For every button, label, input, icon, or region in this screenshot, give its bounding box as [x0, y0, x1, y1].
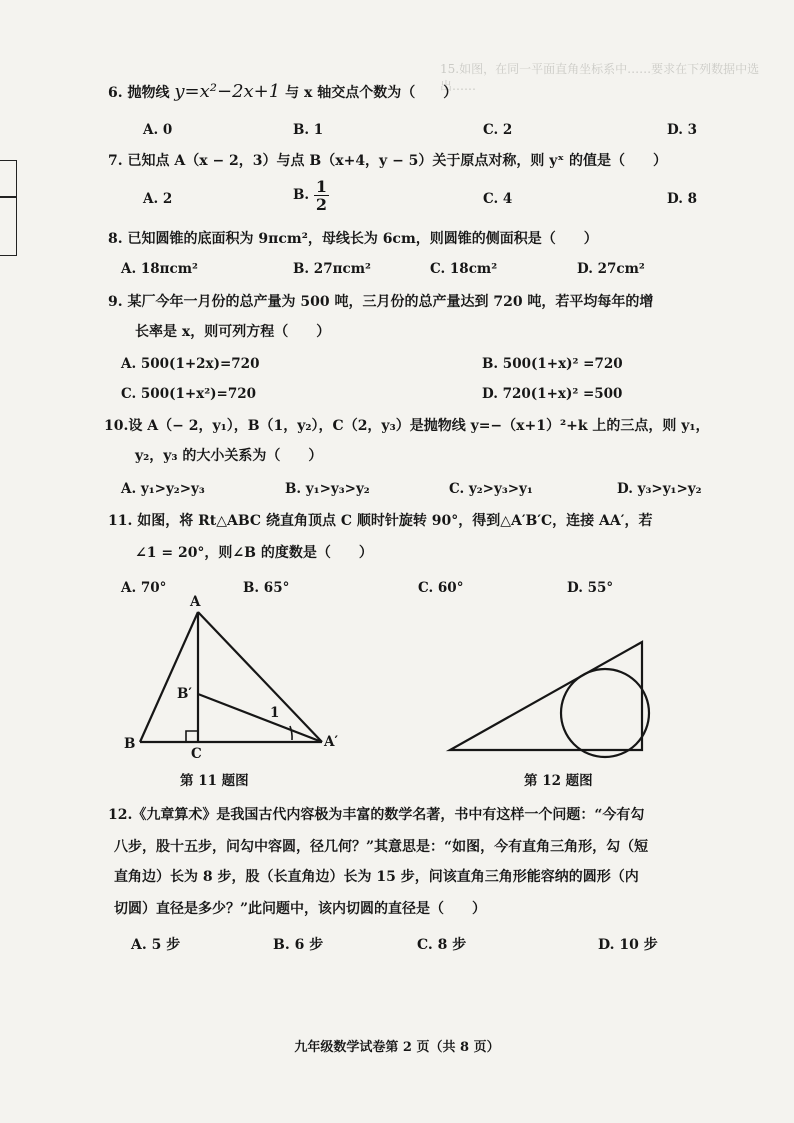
right-triangle — [450, 642, 642, 750]
q6-option-c: C. 2 — [483, 122, 513, 138]
faint-header-text: 15.如图，在同一平面直角坐标系中……要求在下列数据中选出…… — [440, 62, 760, 93]
right-angle-mark — [186, 731, 198, 742]
question-12-line-3: 直角边）长为 8 步，股（长直角边）长为 15 步，问该直角三角形能容纳的圆形（内 — [114, 869, 639, 885]
question-11-line-2: ∠1 = 20°，则∠B 的度数是（ ） — [135, 545, 373, 561]
q11-option-c: C. 60° — [418, 580, 464, 596]
q9-option-b: B. 500(1+x)² =720 — [482, 356, 623, 372]
q12-option-d: D. 10 步 — [598, 937, 658, 953]
q11-option-d: D. 55° — [567, 580, 614, 596]
q11-option-b: B. 65° — [243, 580, 290, 596]
figure-12-caption: 第 12 题图 — [524, 773, 593, 789]
q8-option-b: B. 27πcm² — [293, 261, 371, 277]
question-9-line-2: 长率是 x，则可列方程（ ） — [135, 324, 331, 340]
q9-option-c: C. 500(1+x²)=720 — [121, 386, 257, 402]
page-footer: 九年级数学试卷第 2 页（共 8 页） — [294, 1040, 500, 1055]
q6-formula: y=x²−2x+1 — [174, 81, 281, 102]
q11-option-a: A. 70° — [121, 580, 167, 596]
q8-option-a: A. 18πcm² — [121, 261, 198, 277]
label-A: A — [190, 594, 201, 610]
segment-AA-prime — [198, 612, 322, 742]
label-C: C — [191, 746, 202, 762]
q6-option-b: B. 1 — [293, 122, 324, 138]
label-A-prime: A′ — [324, 734, 339, 750]
question-10-line-2: y₂，y₃ 的大小关系为（ ） — [135, 448, 323, 464]
angle-1-arc — [290, 726, 292, 740]
q10-option-a: A. y₁>y₂>y₃ — [121, 481, 205, 497]
segment-AB — [140, 612, 198, 742]
segment-B-prime-A-prime — [198, 694, 322, 742]
q6-post: 与 x 轴交点个数为（ ） — [285, 85, 458, 101]
q9-option-d: D. 720(1+x)² =500 — [482, 386, 623, 402]
q6-number: 6. — [108, 85, 123, 101]
q12-option-a: A. 5 步 — [131, 937, 181, 953]
q7-option-c: C. 4 — [483, 191, 513, 207]
inscribed-circle — [561, 669, 649, 757]
fraction-numerator: 1 — [315, 177, 327, 196]
q9-option-a: A. 500(1+2x)=720 — [121, 356, 260, 372]
question-9-line-1: 9. 某厂今年一月份的总产量为 500 吨，三月份的总产量达到 720 吨，若平均每年的增 — [108, 294, 654, 310]
label-B: B — [124, 736, 136, 752]
label-B-prime: B′ — [177, 686, 192, 702]
fraction-denominator: 2 — [315, 195, 327, 214]
question-12-line-2: 八步，股十五步，问勾中容圆，径几何？”其意思是：“如图，今有直角三角形，勾（短 — [114, 839, 649, 855]
question-10-line-1: 10.设 A（− 2，y₁），B（1，y₂），C（2，y₃）是抛物线 y=−（x+1）²+k 上的三点，则 y₁， — [104, 418, 710, 434]
q10-option-b: B. y₁>y₃>y₂ — [285, 481, 370, 497]
q12-option-c: C. 8 步 — [417, 937, 467, 953]
q8-option-d: D. 27cm² — [577, 261, 645, 277]
question-8: 8. 已知圆锥的底面积为 9πcm²，母线长为 6cm，则圆锥的侧面积是（ ） — [108, 231, 598, 247]
question-7: 7. 已知点 A（x − 2，3）与点 B（x+4，y − 5）关于原点对称，则 yˣ 的值是（ ） — [108, 153, 667, 169]
q6-option-a: A. 0 — [143, 122, 173, 138]
question-12-line-4: 切圆）直径是多少？”此问题中，该内切圆的直径是（ ） — [114, 901, 487, 917]
q10-option-d: D. y₃>y₁>y₂ — [617, 481, 702, 497]
q7-option-d: D. 8 — [667, 191, 698, 207]
figure-11-caption: 第 11 题图 — [180, 773, 249, 789]
question-11-line-1: 11. 如图，将 Rt△ABC 绕直角顶点 C 顺时针旋转 90°，得到△A′B′C，连接 AA′，若 — [108, 513, 653, 529]
q6-pre: 抛物线 — [127, 85, 170, 101]
q12-option-b: B. 6 步 — [273, 937, 324, 953]
q8-option-c: C. 18cm² — [430, 261, 498, 277]
q7-option-b-label: B. — [293, 187, 310, 203]
label-angle-1: 1 — [270, 705, 280, 721]
question-12-line-1: 12.《九章算术》是我国古代内容极为丰富的数学名著，书中有这样一个问题：“今有勾 — [108, 807, 645, 823]
q6-option-d: D. 3 — [667, 122, 698, 138]
q10-option-c: C. y₂>y₃>y₁ — [449, 481, 533, 497]
q7-option-a: A. 2 — [143, 191, 173, 207]
